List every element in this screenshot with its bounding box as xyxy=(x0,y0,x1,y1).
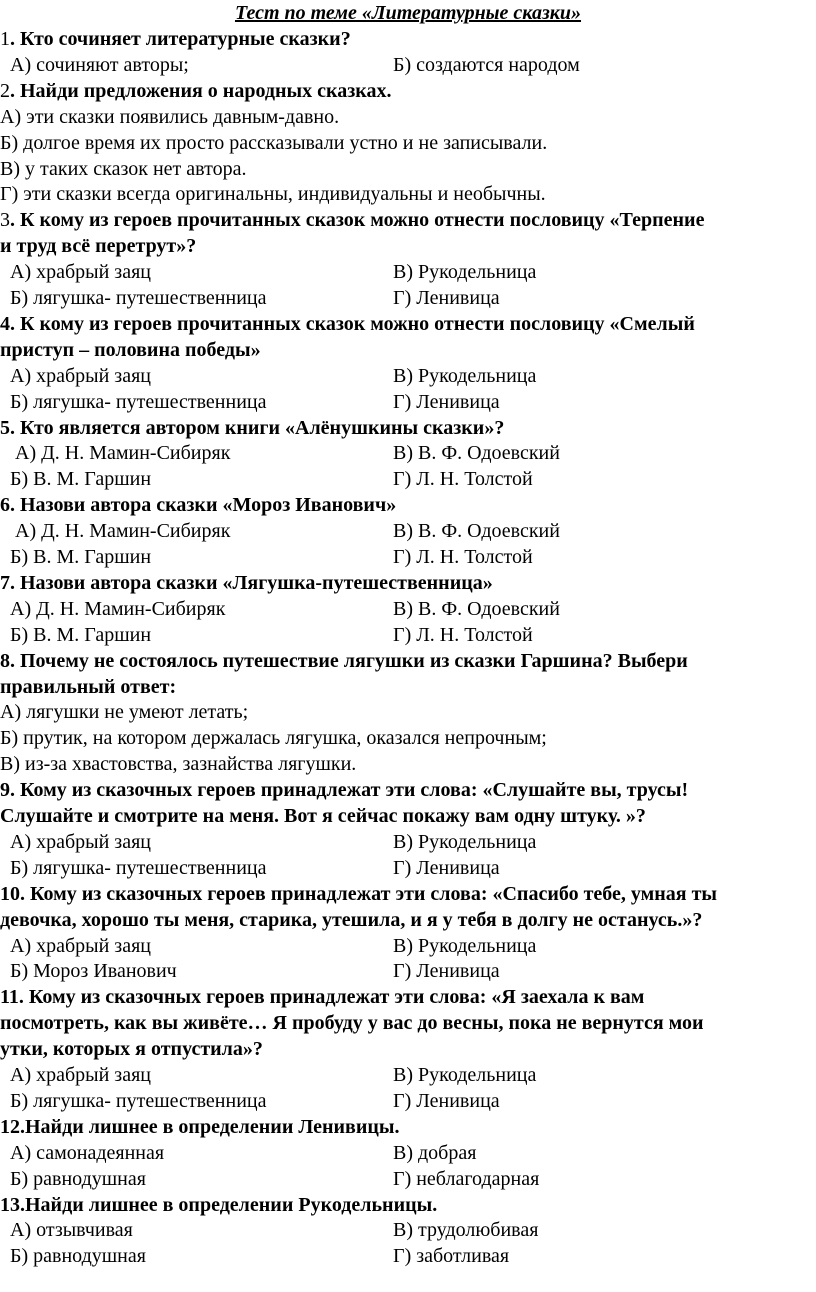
answer-options-row xyxy=(0,829,814,855)
answer-option: А) храбрый заяц xyxy=(0,261,151,284)
answer-options-row xyxy=(0,933,814,959)
answer-option: В) Рукодельница xyxy=(393,261,537,284)
question-line xyxy=(0,311,814,337)
question-number: 8 xyxy=(0,649,10,672)
question-text: .Найди лишнее в определении Ленивицы. xyxy=(20,1115,400,1138)
answer-options-row xyxy=(0,596,814,622)
question-line xyxy=(0,1192,814,1218)
question-text-continued: девочка, хорошо ты меня, старика, утешила, и я у тебя в долгу не останусь.»? xyxy=(0,908,703,931)
answer-option: Б) равнодушная xyxy=(0,1167,146,1190)
answer-option: А) эти сказки появились давным-давно. xyxy=(0,105,340,128)
answer-option: Г) Л. Н. Толстой xyxy=(393,623,533,646)
answer-option: В) Рукодельница xyxy=(393,364,537,387)
answer-option: Б) лягушка- путешественница xyxy=(0,390,267,413)
question-text-continued: и труд всё перетрут»? xyxy=(0,235,197,258)
answer-option: Г) Ленивица xyxy=(393,287,500,309)
answer-option: Б) равнодушная xyxy=(0,1245,146,1268)
answer-options-row xyxy=(0,1062,814,1088)
answer-option: В) В. Ф. Одоевский xyxy=(393,520,560,543)
answer-options-row xyxy=(0,1088,814,1114)
answer-options-row xyxy=(0,1166,814,1192)
question-line xyxy=(0,570,814,596)
answer-options-row xyxy=(0,622,814,648)
question-text-continued: утки, которых я отпустила»? xyxy=(0,1038,263,1061)
answer-option: В) Рукодельница xyxy=(393,830,537,853)
question-text: . Почему не состоялось путешествие лягушки из сказки Гаршина? Выбери xyxy=(10,649,688,672)
question-text-continued: посмотреть, как вы живёте… Я пробуду у вас до весны, пока не вернутся мои xyxy=(0,1012,704,1035)
answer-option: Г) эти сказки всегда оригинальны, индивидуальны и необычны. xyxy=(0,183,546,206)
answer-options-row xyxy=(0,389,814,415)
answer-options-row xyxy=(0,958,814,984)
answer-options-row xyxy=(0,363,814,389)
question-text: .Найди лишнее в определении Рукодельницы. xyxy=(20,1193,438,1216)
answer-option: В) Рукодельница xyxy=(393,1064,537,1086)
answer-option: Г) Л. Н. Толстой xyxy=(393,468,533,491)
question-line xyxy=(0,777,814,803)
answer-option: Б) В. М. Гаршин xyxy=(0,546,152,568)
question-line xyxy=(0,26,814,52)
question-number: 10 xyxy=(0,882,20,905)
question-text: . К кому из героев прочитанных сказок можно отнести пословицу «Терпение xyxy=(10,209,705,232)
question-text-continued: правильный ответ: xyxy=(0,675,177,698)
question-line xyxy=(0,492,814,518)
answer-options-row xyxy=(0,466,814,492)
answer-option: Г) неблагодарная xyxy=(393,1167,540,1190)
answer-option: А) сочиняют авторы; xyxy=(0,53,189,76)
question-number: 1 xyxy=(0,28,10,50)
answer-option: В) Рукодельница xyxy=(393,934,537,957)
answer-option: Г) Ленивица xyxy=(393,960,500,983)
question-text: . К кому из героев прочитанных сказок можно отнести пословицу «Смелый xyxy=(10,312,695,335)
answer-option: А) храбрый заяц xyxy=(0,934,151,957)
answer-option: Б) долгое время их просто рассказывали устно и не записывали. xyxy=(0,131,548,154)
answer-options-row xyxy=(0,518,814,544)
question-number: 9 xyxy=(0,779,10,802)
answer-options-row xyxy=(0,440,814,466)
answer-option: А) отзывчивая xyxy=(0,1219,133,1242)
question-number: 12 xyxy=(0,1115,20,1138)
answer-option: В) В. Ф. Одоевский xyxy=(393,442,560,465)
answer-option: Б) В. М. Гаршин xyxy=(0,468,152,491)
question-text-continued: приступ – половина победы» xyxy=(0,338,261,361)
question-number: 7 xyxy=(0,571,10,594)
answer-option: Б) В. М. Гаршин xyxy=(0,623,152,646)
answer-option: Г) заботливая xyxy=(393,1245,510,1268)
answer-option: А) храбрый заяц xyxy=(0,1064,151,1086)
answer-option: В) добрая xyxy=(393,1141,477,1164)
answer-option: Б) лягушка- путешественница xyxy=(0,1089,267,1112)
question-line xyxy=(0,207,814,233)
answer-options-row xyxy=(0,259,814,285)
answer-options-row xyxy=(0,855,814,881)
question-line xyxy=(0,984,814,1010)
answer-option: В) В. Ф. Одоевский xyxy=(393,597,560,620)
question-text: . Найди предложения о народных сказках. xyxy=(10,79,392,102)
question-text: . Кому из сказочных героев принадлежат эти слова: «Я заехала к вам xyxy=(18,986,645,1009)
answer-option: А) Д. Н. Мамин-Сибиряк xyxy=(0,442,231,465)
question-text: . Кто сочиняет литературные сказки? xyxy=(10,28,351,50)
question-line xyxy=(0,1114,814,1140)
answer-option: А) лягушки не умеют летать; xyxy=(0,701,249,724)
answer-option: А) Д. Н. Мамин-Сибиряк xyxy=(0,520,231,543)
question-text: . Кто является автором книги «Алёнушкины сказки»? xyxy=(10,416,505,439)
answer-option: В) из-за хвастовства, зазнайства лягушки. xyxy=(0,753,357,776)
question-number: 2 xyxy=(0,79,10,102)
answer-option: Б) прутик, на котором держалась лягушка, оказался непрочным; xyxy=(0,727,547,750)
answer-option: Г) Л. Н. Толстой xyxy=(393,546,533,568)
answer-options-row xyxy=(0,1217,814,1243)
answer-options-row xyxy=(0,544,814,570)
question-line xyxy=(0,881,814,907)
answer-options-row xyxy=(0,52,814,78)
question-text-continued: Слушайте и смотрите на меня. Вот я сейчас покажу вам одну штуку. »? xyxy=(0,805,646,827)
answer-options-row xyxy=(0,285,814,311)
answer-option: Г) Ленивица xyxy=(393,1089,500,1112)
answer-option: В) у таких сказок нет автора. xyxy=(0,157,247,180)
answer-options-row xyxy=(0,1243,814,1269)
answer-option: А) храбрый заяц xyxy=(0,364,151,387)
answer-option: А) самонадеянная xyxy=(0,1141,165,1164)
answer-option: Б) лягушка- путешественница xyxy=(0,287,267,309)
question-line xyxy=(0,78,814,104)
answer-option: В) трудолюбивая xyxy=(393,1219,539,1242)
question-line xyxy=(0,415,814,441)
question-text: . Назови автора сказки «Мороз Иванович» xyxy=(10,494,397,517)
question-line xyxy=(0,648,814,674)
question-text: . Кому из сказочных героев принадлежат эти слова: «Слушайте вы, трусы! xyxy=(10,779,689,802)
answer-option: Б) лягушка- путешественница xyxy=(0,856,267,879)
question-number: 5 xyxy=(0,416,10,439)
answer-option: А) храбрый заяц xyxy=(0,830,151,853)
answer-option: Б) Мороз Иванович xyxy=(0,960,177,983)
answer-options-row xyxy=(0,1140,814,1166)
question-number: 3 xyxy=(0,209,10,232)
question-number: 13 xyxy=(0,1193,20,1216)
answer-option: А) Д. Н. Мамин-Сибиряк xyxy=(0,597,226,620)
question-text: . Кому из сказочных героев принадлежат эти слова: «Спасибо тебе, умная ты xyxy=(20,882,718,905)
answer-option: Г) Ленивица xyxy=(393,856,500,879)
question-number: 11 xyxy=(0,986,19,1009)
document-title: Тест по теме «Литературные сказки» xyxy=(234,2,582,24)
question-text: . Назови автора сказки «Лягушка-путешественница» xyxy=(10,571,493,594)
answer-option: Г) Ленивица xyxy=(393,390,500,413)
question-number: 4 xyxy=(0,312,10,335)
question-number: 6 xyxy=(0,494,10,517)
answer-option: Б) создаются народом xyxy=(393,53,580,76)
